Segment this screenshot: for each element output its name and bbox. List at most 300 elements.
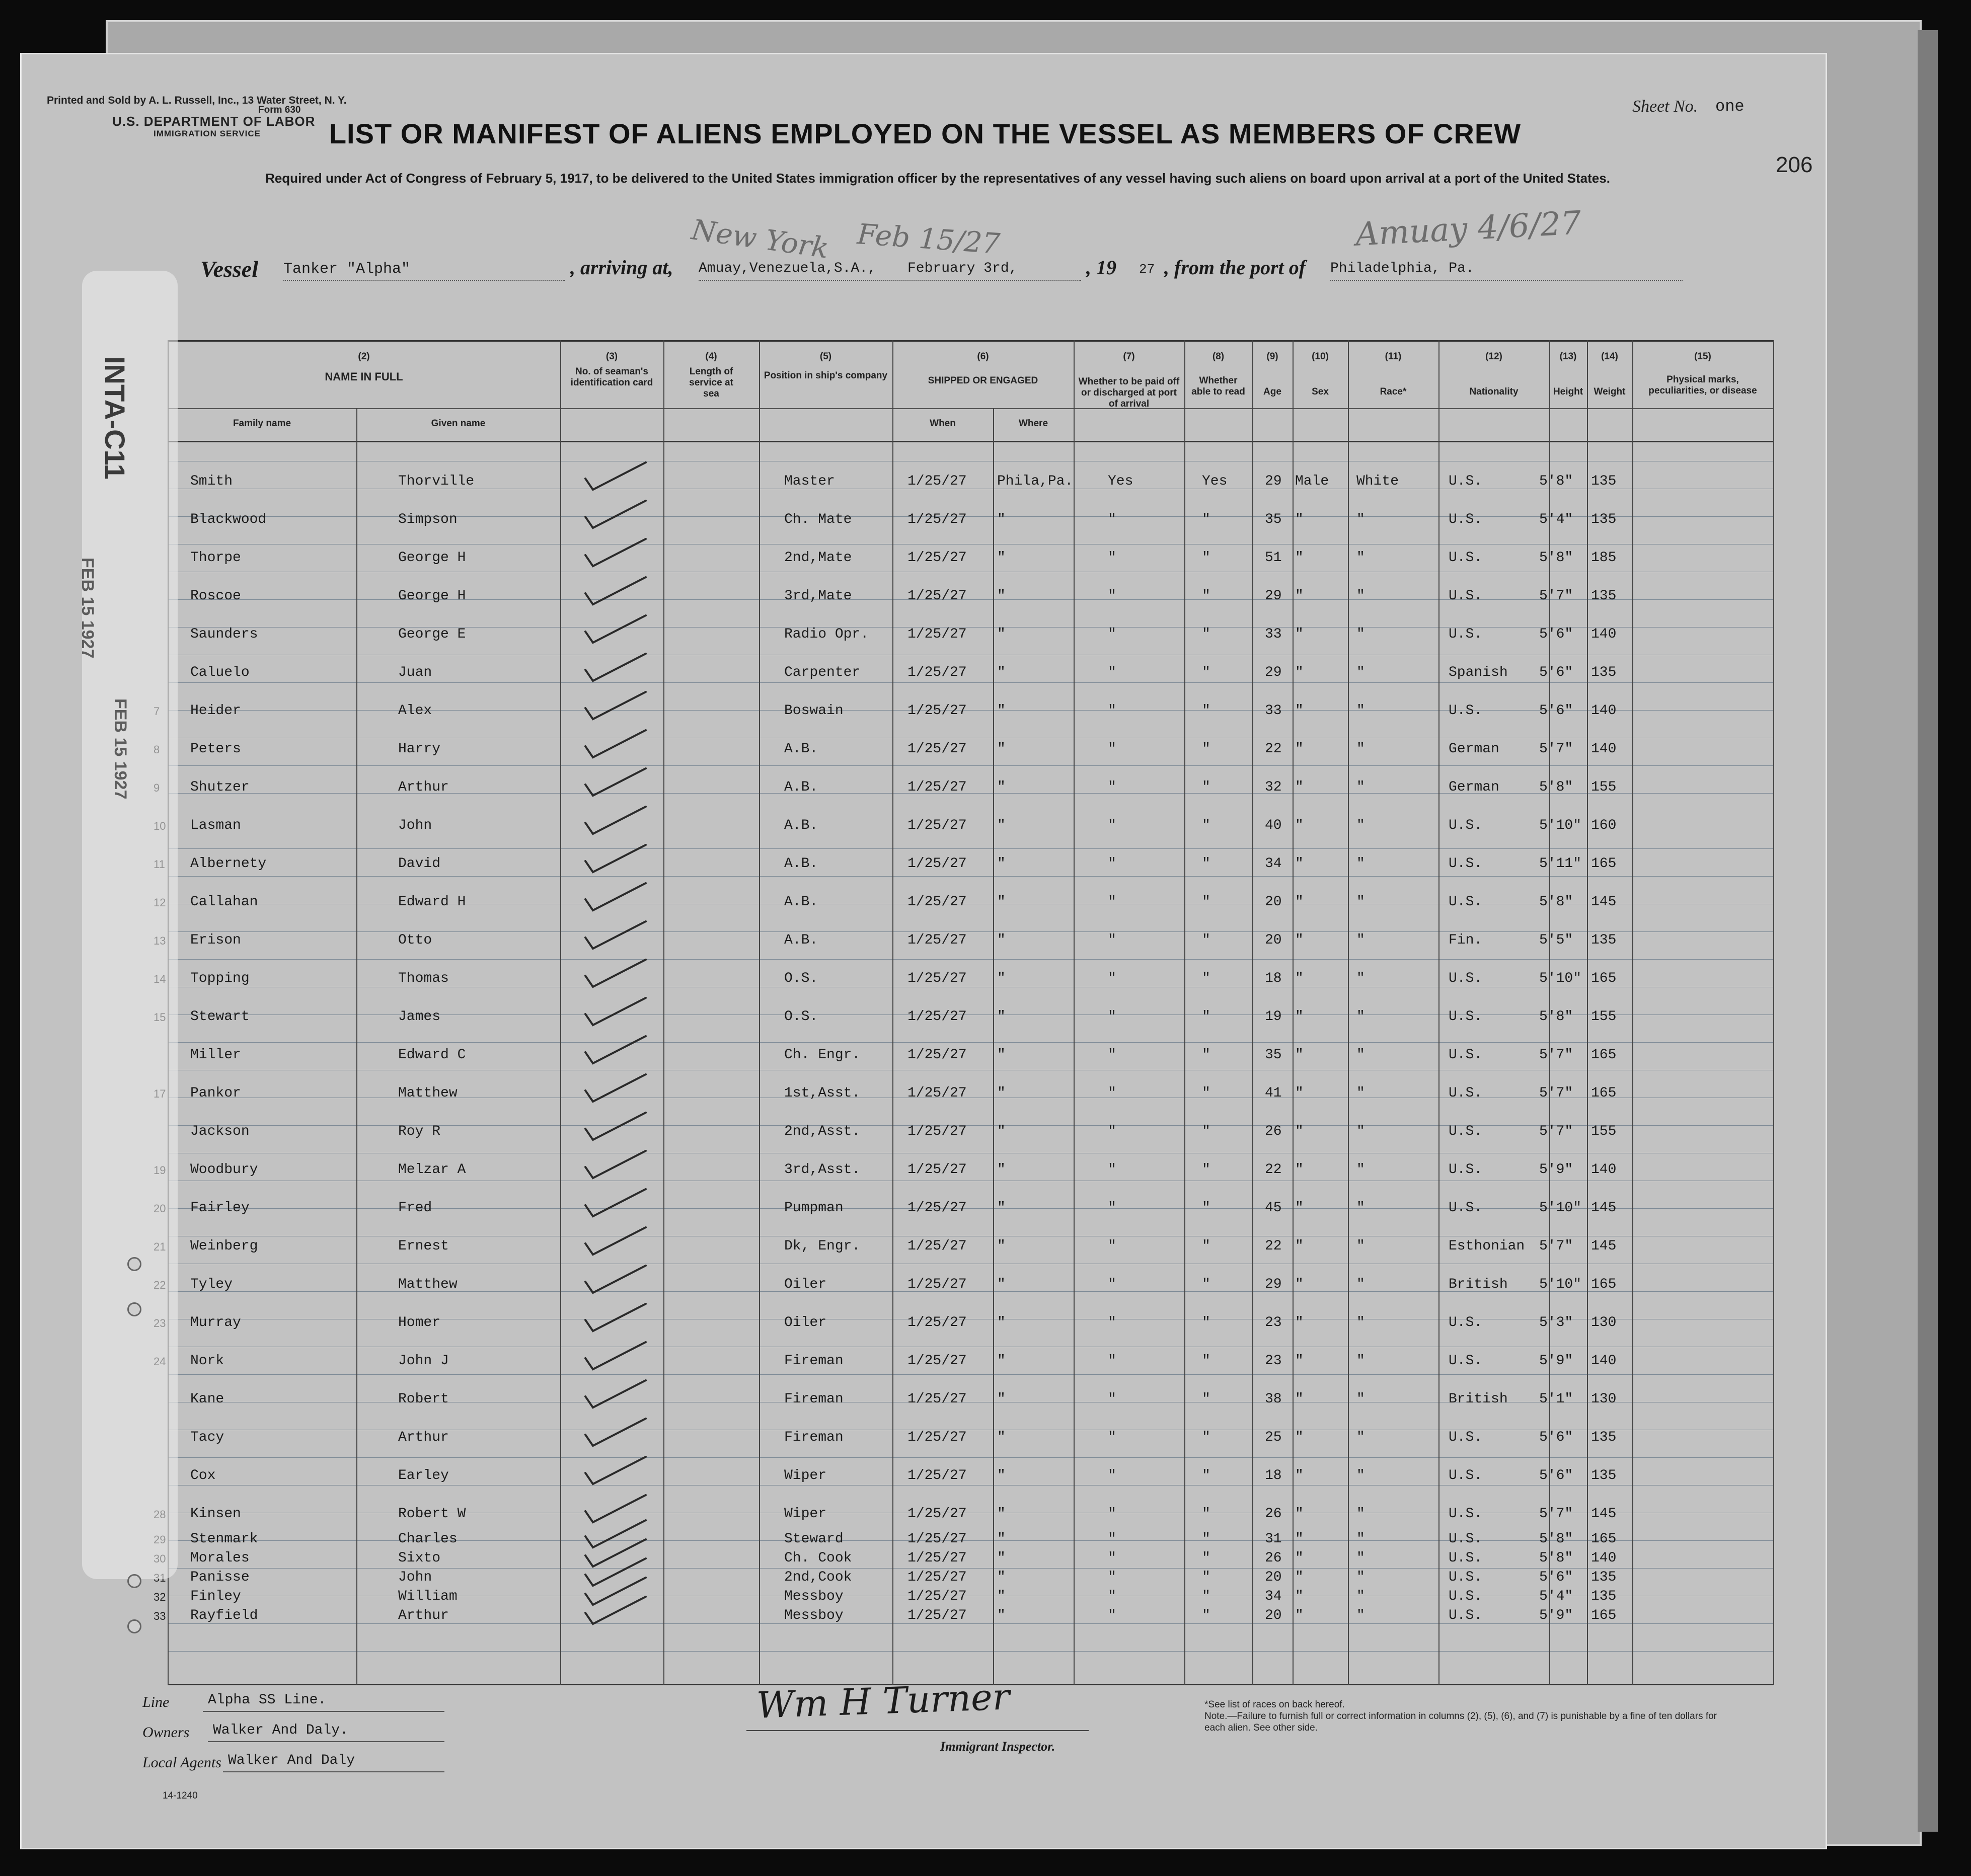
check-mark-icon [580, 803, 656, 838]
cell-family-name: Roscoe [190, 588, 241, 604]
cell-weight: 135 [1591, 1468, 1617, 1483]
cell-given-name: John [398, 818, 432, 833]
cell-paid-off: " [1108, 627, 1116, 642]
cell-shipped-when: 1/25/27 [907, 779, 967, 795]
cell-shipped-when: 1/25/27 [907, 703, 967, 719]
col-given-name: Given name [431, 418, 486, 429]
document-title: LIST OR MANIFEST OF ALIENS EMPLOYED ON THE VESSEL AS MEMBERS OF CREW [329, 118, 1522, 149]
arrival-date: February 3rd, [907, 261, 1018, 276]
cell-family-name: Thorpe [190, 550, 241, 566]
cell-height: 5'10" [1539, 971, 1582, 986]
punch-hole-2 [127, 1302, 141, 1316]
cell-paid-off: " [1108, 1162, 1116, 1178]
cell-shipped-where: " [997, 971, 1006, 986]
port-fill-line [1330, 280, 1683, 281]
cell-race: " [1356, 818, 1365, 833]
row-ruling [168, 1568, 1773, 1569]
cell-position: Ch. Cook [784, 1550, 852, 1566]
cell-height: 5'6" [1539, 1468, 1573, 1483]
cell-shipped-when: 1/25/27 [907, 1353, 967, 1369]
cell-age: 22 [1265, 1162, 1282, 1178]
cell-position: A.B. [784, 856, 818, 872]
cell-nationality: U.S. [1449, 1550, 1483, 1566]
cell-family-name: Fairley [190, 1200, 250, 1216]
page-number: 206 [1776, 152, 1813, 177]
cell-position: 2nd,Mate [784, 550, 852, 566]
cell-nationality: U.S. [1449, 1531, 1483, 1547]
cell-able-to-read: " [1202, 856, 1210, 872]
cell-given-name: Robert W [398, 1506, 466, 1522]
cell-shipped-where: " [997, 1353, 1006, 1369]
cell-paid-off: " [1108, 971, 1116, 986]
check-mark-icon [580, 1223, 656, 1259]
col-line-14 [1587, 340, 1588, 1685]
cell-paid-off: Yes [1108, 474, 1133, 489]
cell-family-name: Weinberg [190, 1238, 258, 1254]
cell-position: 2nd,Asst. [784, 1124, 861, 1139]
cell-age: 26 [1265, 1124, 1282, 1139]
cell-family-name: Stewart [190, 1009, 250, 1025]
cell-race: " [1356, 1162, 1365, 1178]
cell-able-to-read: " [1202, 1531, 1210, 1547]
inspector-label: Immigrant Inspector. [940, 1739, 1055, 1754]
row-ruling [168, 1651, 1773, 1652]
col-where: Where [1018, 418, 1048, 429]
cell-family-name: Woodbury [190, 1162, 258, 1178]
cell-weight: 135 [1591, 1589, 1617, 1604]
cell-family-name: Miller [190, 1047, 241, 1063]
year-prefix: , 19 [1086, 256, 1116, 279]
col-num-3: (3) [605, 351, 618, 362]
row-ruling [168, 682, 1773, 683]
cell-height: 5'3" [1539, 1315, 1573, 1331]
cell-paid-off: " [1108, 741, 1116, 757]
cell-given-name: George H [398, 588, 466, 604]
cell-nationality: U.S. [1449, 627, 1483, 642]
punch-hole-3 [127, 1574, 141, 1588]
cell-sex: " [1295, 856, 1304, 872]
cell-paid-off: " [1108, 818, 1116, 833]
cell-family-name: Blackwood [190, 512, 267, 527]
cell-age: 25 [1265, 1430, 1282, 1445]
check-mark-icon [580, 1415, 656, 1450]
cell-shipped-when: 1/25/27 [907, 1506, 967, 1522]
cell-shipped-when: 1/25/27 [907, 818, 967, 833]
agents-value: Walker And Daly [228, 1753, 355, 1768]
cell-weight: 140 [1591, 703, 1617, 719]
cell-given-name: Thorville [398, 474, 475, 489]
owners-label: Owners [142, 1724, 190, 1741]
cell-nationality: U.S. [1449, 1162, 1483, 1178]
check-mark-icon [580, 688, 656, 723]
cell-race: " [1356, 1391, 1365, 1407]
cell-race: " [1356, 512, 1365, 527]
cell-height: 5'1" [1539, 1391, 1573, 1407]
cell-height: 5'7" [1539, 1047, 1573, 1063]
cell-shipped-when: 1/25/27 [907, 1315, 967, 1331]
cell-paid-off: " [1108, 1550, 1116, 1566]
cell-given-name: Ernest [398, 1238, 449, 1254]
cell-position: Master [784, 474, 835, 489]
cell-race: " [1356, 1589, 1365, 1604]
cell-given-name: Thomas [398, 971, 449, 986]
cell-nationality: British [1449, 1391, 1508, 1407]
cell-family-name: Panisse [190, 1570, 250, 1585]
cell-shipped-where: " [997, 1531, 1006, 1547]
cell-sex: " [1295, 932, 1304, 948]
cell-paid-off: " [1108, 1238, 1116, 1254]
col-name-in-full: NAME IN FULL [325, 370, 403, 383]
cell-race: " [1356, 971, 1365, 986]
cell-family-name: Pankor [190, 1085, 241, 1101]
cell-weight: 165 [1591, 856, 1617, 872]
cell-given-name: Earley [398, 1468, 449, 1483]
cell-position: Fireman [784, 1391, 844, 1407]
cell-able-to-read: " [1202, 1085, 1210, 1101]
cell-able-to-read: " [1202, 1589, 1210, 1604]
cell-position: Oiler [784, 1315, 827, 1331]
cell-family-name: Kane [190, 1391, 224, 1407]
cell-height: 5'6" [1539, 627, 1573, 642]
cell-sex: " [1295, 550, 1304, 566]
cell-sex: " [1295, 741, 1304, 757]
cell-position: A.B. [784, 818, 818, 833]
cell-age: 33 [1265, 627, 1282, 642]
check-mark-icon [580, 764, 656, 800]
cell-age: 38 [1265, 1391, 1282, 1407]
check-mark-icon [580, 917, 656, 953]
cell-nationality: U.S. [1449, 1608, 1483, 1623]
cell-able-to-read: " [1202, 1430, 1210, 1445]
cell-position: 3rd,Asst. [784, 1162, 861, 1178]
cell-age: 20 [1265, 894, 1282, 910]
check-mark-icon [580, 1453, 656, 1488]
col-num-6: (6) [977, 351, 989, 362]
check-mark-icon [580, 1070, 656, 1106]
cell-able-to-read: " [1202, 779, 1210, 795]
cell-given-name: Edward C [398, 1047, 466, 1063]
col-line-end [1773, 340, 1774, 1685]
cell-shipped-where: " [997, 1430, 1006, 1445]
cell-nationality: U.S. [1449, 971, 1483, 986]
check-mark-icon [580, 1376, 656, 1412]
cell-given-name: John [398, 1570, 432, 1585]
cell-age: 40 [1265, 818, 1282, 833]
cell-height: 5'8" [1539, 894, 1573, 910]
cell-height: 5'6" [1539, 1570, 1573, 1585]
col-num-15: (15) [1694, 351, 1711, 362]
cell-age: 35 [1265, 512, 1282, 527]
cell-shipped-when: 1/25/27 [907, 627, 967, 642]
cell-nationality: U.S. [1449, 1047, 1483, 1063]
cell-family-name: Caluelo [190, 665, 250, 680]
cell-weight: 165 [1591, 1047, 1617, 1063]
col-length-service: Length of service at sea [689, 366, 733, 399]
cell-position: Radio Opr. [784, 627, 869, 642]
cell-race: " [1356, 1238, 1365, 1254]
cell-shipped-when: 1/25/27 [907, 894, 967, 910]
col-num-11: (11) [1385, 351, 1402, 362]
check-mark-icon [580, 1147, 656, 1182]
agents-fill-line [223, 1771, 444, 1772]
cell-race: White [1356, 474, 1399, 489]
cell-age: 29 [1265, 588, 1282, 604]
cell-paid-off: " [1108, 550, 1116, 566]
vessel-label: Vessel [200, 256, 258, 282]
cell-weight: 145 [1591, 1506, 1617, 1522]
cell-paid-off: " [1108, 1506, 1116, 1522]
cell-nationality: U.S. [1449, 703, 1483, 719]
owners-value: Walker And Daly. [213, 1723, 348, 1738]
cell-shipped-where: " [997, 1047, 1006, 1063]
cell-height: 5'6" [1539, 665, 1573, 680]
col-line-4 [663, 340, 664, 1685]
cell-paid-off: " [1108, 1124, 1116, 1139]
cell-weight: 165 [1591, 1277, 1617, 1292]
row-ruling [168, 765, 1773, 766]
cell-sex: " [1295, 1238, 1304, 1254]
cell-able-to-read: " [1202, 1391, 1210, 1407]
cell-paid-off: " [1108, 665, 1116, 680]
cell-position: O.S. [784, 971, 818, 986]
cell-family-name: Smith [190, 474, 233, 489]
cell-family-name: Morales [190, 1550, 250, 1566]
cell-paid-off: " [1108, 932, 1116, 948]
cell-sex: " [1295, 1506, 1304, 1522]
col-line-5 [759, 340, 760, 1685]
cell-able-to-read: " [1202, 1009, 1210, 1025]
row-ruling [168, 1374, 1773, 1375]
cell-age: 29 [1265, 665, 1282, 680]
cell-position: A.B. [784, 779, 818, 795]
cell-age: 26 [1265, 1506, 1282, 1522]
cell-nationality: U.S. [1449, 1200, 1483, 1216]
cell-race: " [1356, 1200, 1365, 1216]
cell-shipped-when: 1/25/27 [907, 1589, 967, 1604]
cell-age: 26 [1265, 1550, 1282, 1566]
cell-shipped-where: " [997, 1608, 1006, 1623]
cell-height: 5'9" [1539, 1608, 1573, 1623]
cell-weight: 130 [1591, 1315, 1617, 1331]
cell-shipped-where: " [997, 1238, 1006, 1254]
cell-age: 18 [1265, 971, 1282, 986]
cell-able-to-read: " [1202, 741, 1210, 757]
row-ruling [168, 1042, 1773, 1043]
check-mark-icon [580, 879, 656, 914]
line-label: Line [142, 1694, 170, 1710]
cell-height: 5'9" [1539, 1353, 1573, 1369]
col-num-9: (9) [1266, 351, 1278, 362]
arriving-port: Amuay,Venezuela,S.A., [699, 261, 876, 276]
sheet-number-label: Sheet No. [1632, 97, 1698, 116]
cell-age: 31 [1265, 1531, 1282, 1547]
cell-race: " [1356, 550, 1365, 566]
cell-height: 5'6" [1539, 1430, 1573, 1445]
cell-height: 5'11" [1539, 856, 1582, 872]
cell-race: " [1356, 1277, 1365, 1292]
cell-race: " [1356, 665, 1365, 680]
cell-race: " [1356, 588, 1365, 604]
col-line-10 [1293, 340, 1294, 1685]
cell-sex: " [1295, 665, 1304, 680]
col-family-name: Family name [233, 418, 291, 429]
cell-sex: " [1295, 1550, 1304, 1566]
cell-given-name: Juan [398, 665, 432, 680]
cell-race: " [1356, 1570, 1365, 1585]
cell-nationality: U.S. [1449, 1315, 1483, 1331]
pencil-note-amuay: Amuay 4/6/27 [1354, 204, 1582, 254]
check-mark-icon [580, 1262, 656, 1297]
cell-height: 5'8" [1539, 1550, 1573, 1566]
cell-shipped-where: " [997, 1391, 1006, 1407]
col-paid-off: Whether to be paid off or discharged at port of arrival [1078, 376, 1180, 409]
cell-age: 23 [1265, 1315, 1282, 1331]
check-mark-icon [580, 1300, 656, 1335]
cell-able-to-read: " [1202, 588, 1210, 604]
cell-race: " [1356, 1009, 1365, 1025]
cell-shipped-when: 1/25/27 [907, 1430, 967, 1445]
col-num-2: (2) [358, 351, 370, 362]
cell-height: 5'8" [1539, 1531, 1573, 1547]
cell-able-to-read: " [1202, 512, 1210, 527]
cell-nationality: U.S. [1449, 1589, 1483, 1604]
cell-position: Oiler [784, 1277, 827, 1292]
cell-position: Pumpman [784, 1200, 844, 1216]
cell-position: A.B. [784, 932, 818, 948]
cell-nationality: Fin. [1449, 932, 1483, 948]
cell-able-to-read: " [1202, 1506, 1210, 1522]
col-line-11 [1348, 340, 1349, 1685]
cell-shipped-where: " [997, 1009, 1006, 1025]
cell-shipped-when: 1/25/27 [907, 1162, 967, 1178]
cell-sex: " [1295, 703, 1304, 719]
cell-sex: " [1295, 1468, 1304, 1483]
cell-race: " [1356, 1550, 1365, 1566]
cell-sex: " [1295, 512, 1304, 527]
check-mark-icon [580, 1032, 656, 1067]
cell-sex: " [1295, 779, 1304, 795]
col-able-to-read: Whether able to read [1191, 375, 1245, 397]
cell-nationality: U.S. [1449, 1124, 1483, 1139]
cell-race: " [1356, 932, 1365, 948]
cell-position: O.S. [784, 1009, 818, 1025]
cell-family-name: Tacy [190, 1430, 224, 1445]
cell-nationality: Esthonian [1449, 1238, 1525, 1254]
cell-race: " [1356, 1608, 1365, 1623]
row-ruling [168, 931, 1773, 932]
cell-shipped-when: 1/25/27 [907, 1570, 967, 1585]
cell-paid-off: " [1108, 1047, 1116, 1063]
cell-weight: 165 [1591, 1531, 1617, 1547]
cell-age: 20 [1265, 1608, 1282, 1623]
cell-paid-off: " [1108, 512, 1116, 527]
cell-able-to-read: " [1202, 1162, 1210, 1178]
pencil-note-new-york: New York [689, 213, 831, 265]
cell-nationality: U.S. [1449, 818, 1483, 833]
cell-race: " [1356, 779, 1365, 795]
col-line-6 [892, 340, 893, 1685]
cell-nationality: British [1449, 1277, 1508, 1292]
cell-height: 5'10" [1539, 818, 1582, 833]
cell-weight: 135 [1591, 588, 1617, 604]
cell-age: 34 [1265, 1589, 1282, 1604]
cell-race: " [1356, 1124, 1365, 1139]
cell-able-to-read: " [1202, 1047, 1210, 1063]
cell-given-name: William [398, 1589, 458, 1604]
cell-shipped-when: 1/25/27 [907, 588, 967, 604]
cell-sex: " [1295, 971, 1304, 986]
cell-shipped-where: " [997, 894, 1006, 910]
cell-paid-off: " [1108, 1315, 1116, 1331]
cell-weight: 160 [1591, 818, 1617, 833]
cell-age: 22 [1265, 741, 1282, 757]
cell-paid-off: " [1108, 1468, 1116, 1483]
cell-height: 5'8" [1539, 779, 1573, 795]
cell-family-name: Peters [190, 741, 241, 757]
cell-shipped-when: 1/25/27 [907, 932, 967, 948]
cell-weight: 135 [1591, 512, 1617, 527]
cell-paid-off: " [1108, 1531, 1116, 1547]
cell-family-name: Murray [190, 1315, 241, 1331]
col-line-15 [1632, 340, 1633, 1685]
cell-weight: 155 [1591, 1009, 1617, 1025]
cell-height: 5'7" [1539, 1124, 1573, 1139]
cell-paid-off: " [1108, 588, 1116, 604]
cell-given-name: Simpson [398, 512, 458, 527]
row-ruling [168, 1623, 1773, 1624]
cell-position: Boswain [784, 703, 844, 719]
cell-paid-off: " [1108, 894, 1116, 910]
cell-family-name: Stenmark [190, 1531, 258, 1547]
cell-age: 29 [1265, 1277, 1282, 1292]
cell-paid-off: " [1108, 1085, 1116, 1101]
cell-sex: " [1295, 1277, 1304, 1292]
cell-able-to-read: " [1202, 1550, 1210, 1566]
cell-paid-off: " [1108, 856, 1116, 872]
cell-able-to-read: " [1202, 894, 1210, 910]
cell-race: " [1356, 741, 1365, 757]
cell-shipped-where: " [997, 1550, 1006, 1566]
cell-shipped-where: " [997, 588, 1006, 604]
cell-shipped-when: 1/25/27 [907, 1238, 967, 1254]
cell-sex: " [1295, 1085, 1304, 1101]
cell-height: 5'7" [1539, 1238, 1573, 1254]
cell-given-name: Roy R [398, 1124, 441, 1139]
cell-given-name: Alex [398, 703, 432, 719]
cell-position: Fireman [784, 1430, 844, 1445]
cell-weight: 130 [1591, 1391, 1617, 1407]
cell-able-to-read: " [1202, 932, 1210, 948]
col-shipped-engaged: SHIPPED OR ENGAGED [928, 375, 1038, 386]
cell-paid-off: " [1108, 1430, 1116, 1445]
footer-notes [1204, 1699, 1718, 1734]
check-mark-icon [580, 726, 656, 761]
cell-shipped-where: Phila,Pa. [997, 474, 1074, 489]
cell-sex: " [1295, 1430, 1304, 1445]
cell-sex: " [1295, 1162, 1304, 1178]
cell-height: 5'4" [1539, 1589, 1573, 1604]
cell-sex: " [1295, 627, 1304, 642]
cell-family-name: Cox [190, 1468, 216, 1483]
cell-weight: 155 [1591, 779, 1617, 795]
cell-age: 41 [1265, 1085, 1282, 1101]
cell-able-to-read: " [1202, 1315, 1210, 1331]
cell-race: " [1356, 856, 1365, 872]
cell-height: 5'10" [1539, 1200, 1582, 1216]
cell-nationality: German [1449, 741, 1499, 757]
check-mark-icon [580, 650, 656, 685]
check-mark-icon [580, 1109, 656, 1144]
